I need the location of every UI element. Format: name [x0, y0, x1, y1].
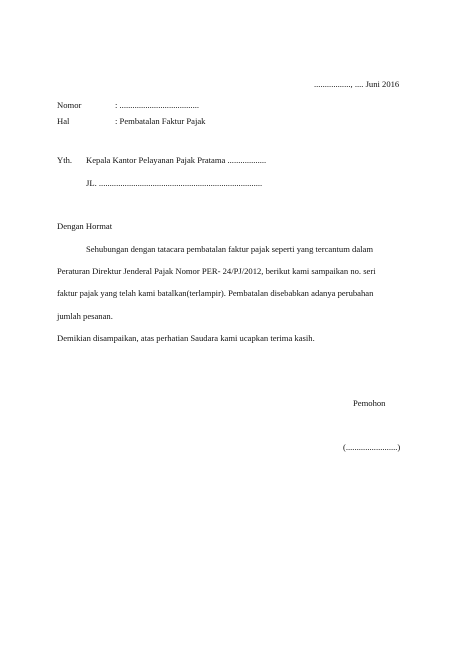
nomor-label: Nomor	[57, 100, 82, 110]
signer-label: Pemohon	[353, 398, 386, 408]
hal-label: Hal	[57, 116, 70, 126]
recipient-line: Kepala Kantor Pelayanan Pajak Pratama ..................	[86, 155, 267, 165]
address-line: JL. ............................................................................	[86, 178, 263, 188]
date-line: ................., .... Juni 2016	[314, 79, 400, 89]
body-line: Peraturan Direktur Jenderal Pajak Nomor PER- 24/PJ/2012, berikut kami sampaikan no. seri	[57, 266, 376, 276]
salutation: Dengan Hormat	[57, 221, 113, 231]
closing-line: Demikian disampaikan, atas perhatian Saudara kami ucapkan terima kasih.	[57, 333, 315, 343]
body-line: jumlah pesanan.	[57, 311, 113, 321]
body-line: faktur pajak yang telah kami batalkan(terlampir). Pembatalan disebabkan adanya perubahan	[57, 288, 374, 298]
nomor-value: : .....................................	[115, 100, 200, 110]
body-line: Sehubungan dengan tatacara pembatalan faktur pajak seperti yang tercantum dalam	[86, 244, 374, 254]
yth-label: Yth.	[57, 155, 73, 165]
signer-name: (........................)	[343, 442, 401, 452]
hal-value: : Pembatalan Faktur Pajak	[115, 116, 206, 126]
